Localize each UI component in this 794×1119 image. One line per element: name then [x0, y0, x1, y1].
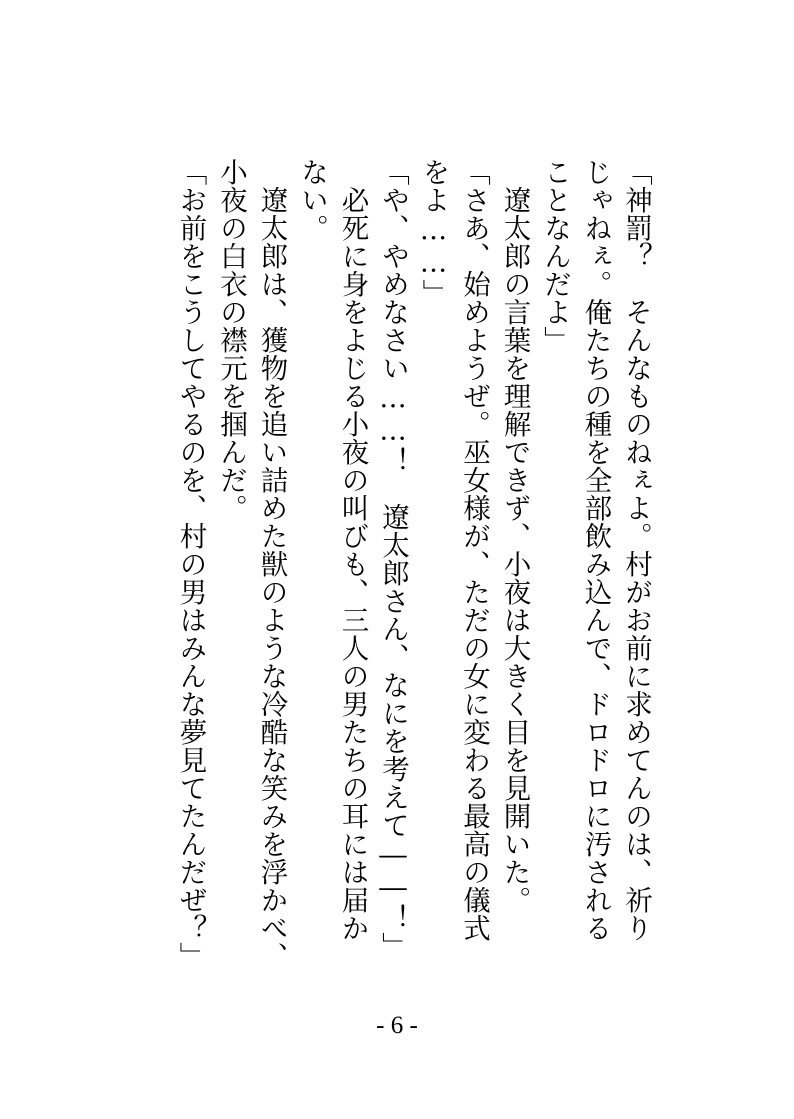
text-line: 「や、やめなさい……！ 遼太郎さん、なにを考えて――！」: [377, 158, 409, 960]
page-number: - 6 -: [376, 1012, 418, 1039]
text-line: 「神罰？ そんなものねぇよ。村がお前に求めてんのは、祈り: [620, 158, 652, 942]
text-line: 遼太郎は、獲物を追い詰めた獣のような冷酷な笑みを浮かべ、: [255, 158, 288, 970]
text-line: 「さあ、始めようぜ。巫女様が、ただの女に変わる最高の儀式: [458, 158, 490, 942]
text-line: 「お前をこうしてやるのを、村の男はみんな夢見てたんだぜ？」: [174, 158, 207, 970]
text-line: じゃねぇ。俺たちの種を全部飲み込んで、ドロドロに汚される: [579, 158, 612, 942]
text-line: をよ……」: [417, 158, 450, 307]
text-line: 小夜の白衣の襟元を掴んだ。: [215, 158, 247, 522]
vertical-text-body: [170, 158, 656, 978]
text-line: ことなんだよ」: [539, 158, 571, 354]
text-line: 遼太郎の言葉を理解できず、小夜は大きく目を見開いた。: [498, 158, 531, 914]
text-line: 必死に身をよじる小夜の叫びも、三人の男たちの耳には届か: [336, 158, 369, 942]
text-line: ない。: [296, 158, 328, 242]
